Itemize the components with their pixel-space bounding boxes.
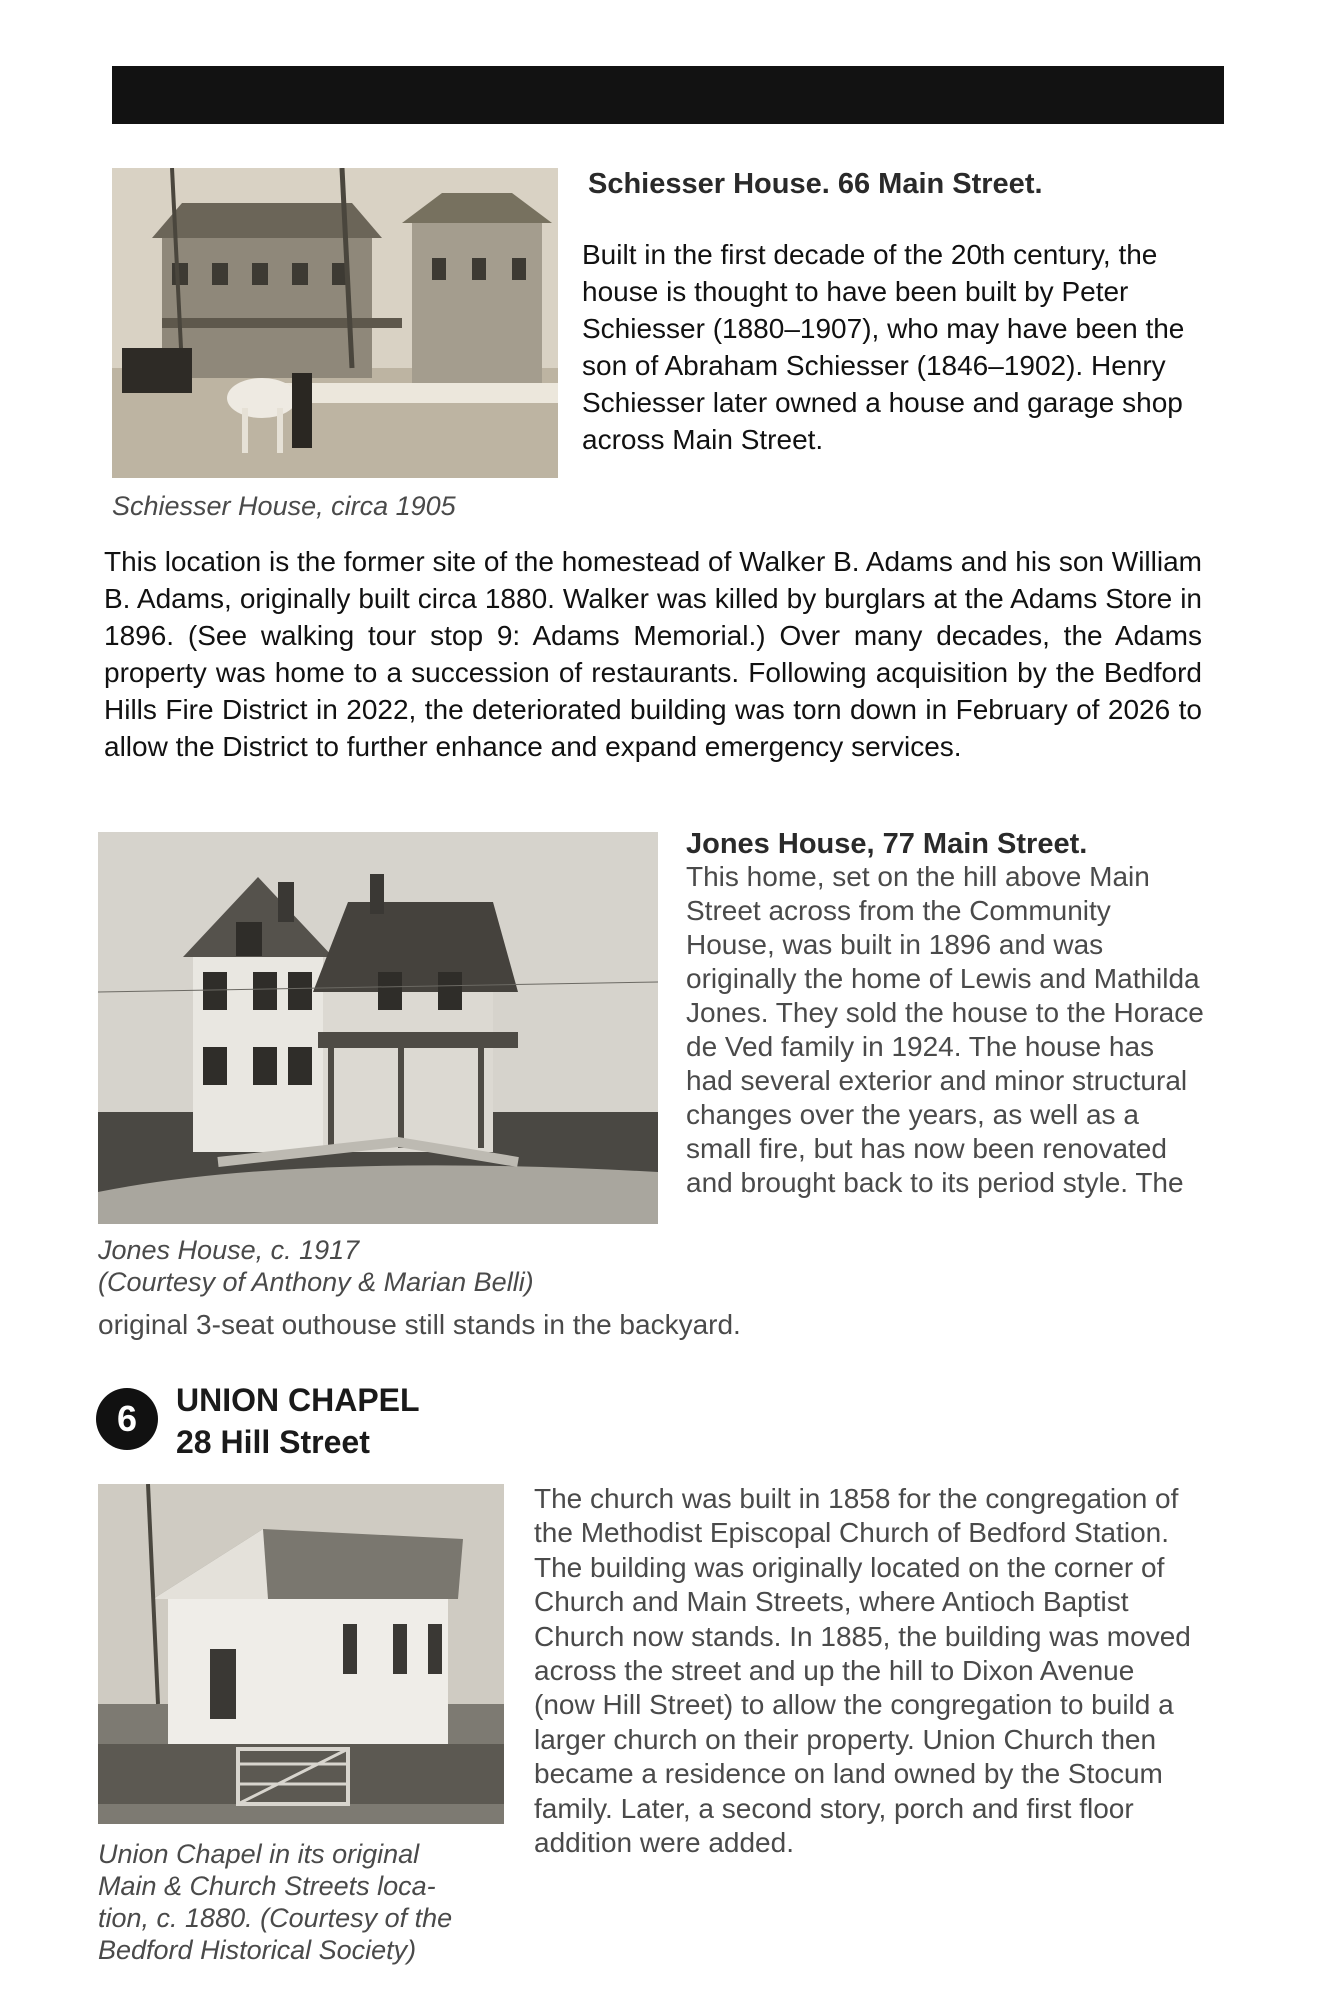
jones-house-caption: Jones House, c. 1917 (Courtesy of Anthony & Marian Belli) bbox=[98, 1235, 534, 1297]
union-chapel-address: 28 Hill Street bbox=[176, 1424, 370, 1460]
jones-house-heading: Jones House, 77 Main Street. bbox=[686, 828, 1088, 860]
jones-house-text-tail: original 3-seat outhouse still stands in the backyard. bbox=[98, 1309, 741, 1340]
adams-homestead-paragraph: This location is the former site of the homestead of Walker B. Adams and his son William B. Adams, originally built circa 1880. Walker was killed by burglars at the Adams Store in 1896. (See walking tour stop 9: Adams Memorial.) Over many decades, the Adams property was home to a succession of restaurants. Following acquisition by the Bedford Hills Fire District in 2022, the deteriorated building was torn down in February of 2026 to allow the District to further enhance and expand emergency services. bbox=[104, 546, 1202, 762]
schiesser-house-text: Built in the first decade of the 20th century, the house is thought to have been built by Peter Schiesser (1880–1907), who may have been the son of Abraham Schiesser (1846–1902). Henry Schiesser later owned a house and garage shop across Main Street. bbox=[582, 239, 1185, 455]
union-chapel-photo bbox=[98, 1484, 504, 1824]
schiesser-house-heading: Schiesser House. 66 Main Street. bbox=[588, 168, 1043, 200]
header-bar bbox=[112, 66, 1224, 124]
union-chapel-title: UNION CHAPEL bbox=[176, 1382, 420, 1418]
jones-house-photo bbox=[98, 832, 658, 1224]
jones-house-text: This home, set on the hill above Main Street across from the Community House, was built in 1896 and was originally the home of Lewis and Mathilda Jones. They sold the house to the Horace de Ved family in 1924. The house has had several exterior and minor structural changes over the years, as well as a small fire, but has now been renovated and brought back to its period style. The bbox=[686, 861, 1204, 1198]
schiesser-house-caption: Schiesser House, circa 1905 bbox=[112, 491, 456, 521]
union-chapel-caption: Union Chapel in its original Main & Church Streets loca- tion, c. 1880. (Courtesy of the Bedford Historical Society) bbox=[98, 1839, 453, 1965]
union-chapel-text: The church was built in 1858 for the congregation of the Methodist Episcopal Church of Bedford Station. The building was originally located on the corner of Church and Main Streets, where Antioch Baptist Church now stands. In 1885, the building was moved across the street and up the hill to Dixon Avenue (now Hill Street) to allow the congregation to build a larger church on their property. Union Church then became a residence on land owned by the Stocum family. Later, a second story, porch and first floor addition were added. bbox=[534, 1483, 1191, 1859]
stop-number-badge: 6 bbox=[96, 1388, 158, 1450]
schiesser-house-photo bbox=[112, 168, 558, 478]
